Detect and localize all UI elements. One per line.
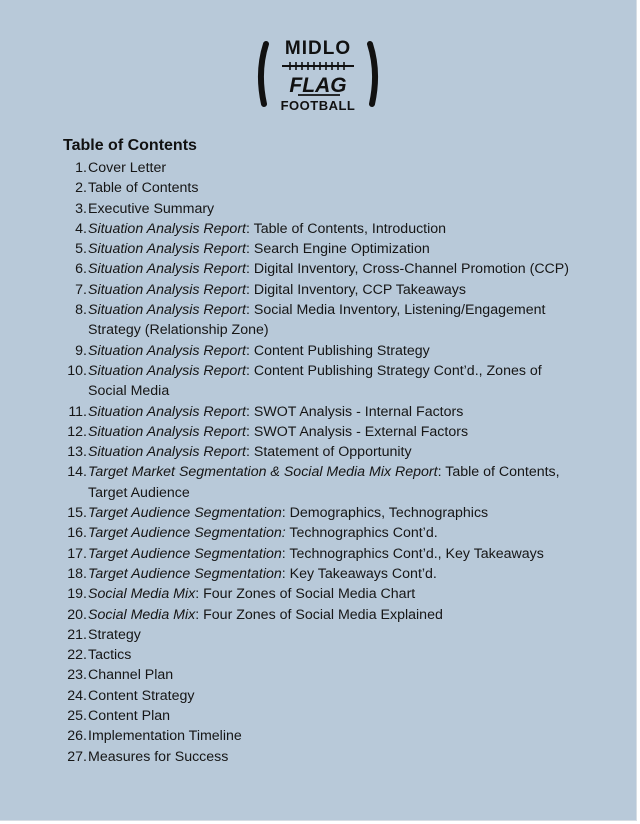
toc-item-report-name: Situation Analysis Report xyxy=(88,362,246,379)
toc-item-number: 24. xyxy=(67,687,87,704)
toc-item-number: 17. xyxy=(67,545,87,562)
toc-item-label xyxy=(88,462,600,503)
toc-item-report-name: Social Media Mix xyxy=(88,606,196,623)
toc-item-label xyxy=(88,158,600,178)
toc-item-report-name: Situation Analysis Report xyxy=(88,261,246,278)
toc-item xyxy=(0,219,600,239)
toc-item xyxy=(0,361,600,402)
toc-item xyxy=(0,300,600,341)
toc-item-label xyxy=(88,341,600,361)
toc-item-label xyxy=(88,645,600,665)
toc-item-number: 22. xyxy=(67,647,87,664)
toc-item-number: 4. xyxy=(75,220,87,237)
toc-item-label xyxy=(88,442,600,462)
toc-item-text: : Table of Contents, Target Audience xyxy=(88,464,560,501)
toc-item-text: Tactics xyxy=(88,647,132,664)
toc-item-number: 25. xyxy=(67,708,87,725)
toc-item-text: Technographics Cont’d. xyxy=(285,525,438,542)
toc-item xyxy=(0,726,600,746)
toc-item xyxy=(0,503,600,523)
toc-item-text: Executive Summary xyxy=(88,200,215,217)
toc-item-label xyxy=(88,422,600,442)
midlo-flag-football-logo xyxy=(254,34,382,116)
toc-item-label xyxy=(88,564,600,584)
toc-item xyxy=(0,747,600,767)
toc-item-report-name: Target Audience Segmentation xyxy=(88,505,282,522)
toc-item-report-name: Target Audience Segmentation xyxy=(88,545,282,562)
toc-item-label xyxy=(88,239,600,259)
toc-item xyxy=(0,706,600,726)
toc-item-text: : Key Takeaways Cont’d. xyxy=(281,565,437,582)
toc-item-label xyxy=(88,178,600,198)
toc-item-number: 5. xyxy=(75,241,87,258)
toc-item-number: 2. xyxy=(75,180,87,197)
toc-item xyxy=(0,341,600,361)
toc-item xyxy=(0,544,600,564)
toc-item-number: 23. xyxy=(67,667,87,684)
toc-item-label xyxy=(88,219,600,239)
toc-item xyxy=(0,564,600,584)
toc-item xyxy=(0,462,600,503)
toc-item xyxy=(0,178,600,198)
toc-item xyxy=(0,605,600,625)
toc-item-text: : Four Zones of Social Media Explained xyxy=(195,606,443,623)
toc-item-report-name: Target Market Segmentation & Social Media Mix Report xyxy=(88,464,438,481)
toc-item-report-name: Situation Analysis Report xyxy=(88,403,246,420)
toc-item-label xyxy=(88,625,600,645)
toc-item-text: : Social Media Inventory, Listening/Engagement Strategy (Relationship Zone) xyxy=(88,302,546,339)
toc-item-text: Table of Contents xyxy=(88,180,199,197)
toc-list xyxy=(0,158,600,767)
toc-item-label xyxy=(88,300,600,341)
toc-item xyxy=(0,158,600,178)
toc-item-text: : Table of Contents, Introduction xyxy=(245,220,447,237)
toc-item-number: 1. xyxy=(75,160,87,176)
toc-item xyxy=(0,199,600,219)
toc-item-number: 10. xyxy=(67,362,87,379)
toc-item xyxy=(0,259,600,279)
toc-item-number: 26. xyxy=(67,728,87,745)
toc-item xyxy=(0,422,600,442)
toc-item-text: : SWOT Analysis - Internal Factors xyxy=(245,403,464,420)
toc-item-report-name: Situation Analysis Report xyxy=(88,302,246,319)
toc-item-text: Content Plan xyxy=(88,708,171,725)
toc-item-report-name: Situation Analysis Report xyxy=(88,444,246,461)
toc-item-number: 27. xyxy=(67,748,87,765)
toc-item-label xyxy=(88,199,600,219)
toc-item xyxy=(0,280,600,300)
toc-item-number: 19. xyxy=(67,586,87,603)
toc-item-label xyxy=(88,584,600,604)
toc-item-text: Strategy xyxy=(88,626,141,643)
toc-item xyxy=(0,625,600,645)
toc-item-text: : Demographics, Technographics xyxy=(281,505,489,522)
toc-item-text: : Technographics Cont’d., Key Takeaways xyxy=(281,545,544,562)
toc-item xyxy=(0,239,600,259)
toc-item-number: 11. xyxy=(68,403,87,420)
toc-item-report-name: Social Media Mix xyxy=(88,586,196,603)
toc-item-text: Channel Plan xyxy=(88,667,174,684)
logo-line2: FLAG xyxy=(289,74,347,97)
toc-item xyxy=(0,665,600,685)
toc-item-number: 8. xyxy=(75,302,87,319)
toc-item-number: 16. xyxy=(67,525,87,542)
toc-item-text: : Content Publishing Strategy xyxy=(245,342,430,359)
toc-item-number: 21. xyxy=(67,626,87,643)
toc-item-report-name: Target Audience Segmentation: xyxy=(88,525,286,542)
toc-item-label xyxy=(88,747,600,767)
toc-item-text: : SWOT Analysis - External Factors xyxy=(245,423,469,440)
toc-item-text: : Digital Inventory, CCP Takeaways xyxy=(245,281,466,298)
toc-item-text: Cover Letter xyxy=(88,160,167,176)
toc-item-label xyxy=(88,605,600,625)
toc-item-number: 7. xyxy=(75,281,87,298)
toc-item-report-name: Situation Analysis Report xyxy=(88,423,246,440)
toc-item-report-name: Situation Analysis Report xyxy=(88,220,246,237)
toc-item xyxy=(0,686,600,706)
toc-item-label xyxy=(88,259,600,279)
toc-item-label xyxy=(88,280,600,300)
toc-item-text: : Search Engine Optimization xyxy=(245,241,430,258)
toc-item xyxy=(0,645,600,665)
toc-item-report-name: Situation Analysis Report xyxy=(88,241,246,258)
toc-item-text: Content Strategy xyxy=(88,687,195,704)
toc-item-number: 15. xyxy=(67,505,87,522)
toc-title: Table of Contents xyxy=(63,137,197,154)
toc-item-number: 20. xyxy=(67,606,87,623)
toc-item-label xyxy=(88,361,600,402)
toc-item-report-name: Situation Analysis Report xyxy=(88,281,246,298)
toc-item xyxy=(0,584,600,604)
toc-item-number: 6. xyxy=(75,261,87,278)
toc-item-label xyxy=(88,726,600,746)
toc-item-report-name: Target Audience Segmentation xyxy=(88,565,282,582)
toc-item-text: : Content Publishing Strategy Cont’d., Zones of Social Media xyxy=(88,362,542,400)
toc-item-label xyxy=(88,665,600,685)
toc-item-label xyxy=(88,402,600,422)
toc-item-number: 13. xyxy=(67,444,87,461)
toc-item-label xyxy=(88,686,600,706)
toc-item-text: Measures for Success xyxy=(88,748,229,765)
toc-item-text: : Statement of Opportunity xyxy=(245,444,412,461)
toc-item-text: : Digital Inventory, Cross-Channel Promotion (CCP) xyxy=(245,261,569,278)
toc-item-number: 12. xyxy=(67,423,87,440)
toc-item xyxy=(0,442,600,462)
toc-item-text: : Four Zones of Social Media Chart xyxy=(195,586,416,603)
toc-item-number: 14. xyxy=(67,464,87,481)
toc-item-label xyxy=(88,503,600,523)
toc-item-number: 18. xyxy=(67,565,87,582)
toc-item-label xyxy=(88,706,600,726)
toc-item-number: 9. xyxy=(75,342,87,359)
logo-line3: FOOTBALL xyxy=(280,98,356,113)
toc-item-label xyxy=(88,544,600,564)
toc-item-report-name: Situation Analysis Report xyxy=(88,342,246,359)
toc-item xyxy=(0,523,600,543)
toc-item-label xyxy=(88,523,600,543)
toc-item-number: 3. xyxy=(75,200,87,217)
toc-item xyxy=(0,402,600,422)
toc-item-text: Implementation Timeline xyxy=(88,728,242,745)
logo-line1: MIDLO xyxy=(284,38,352,59)
